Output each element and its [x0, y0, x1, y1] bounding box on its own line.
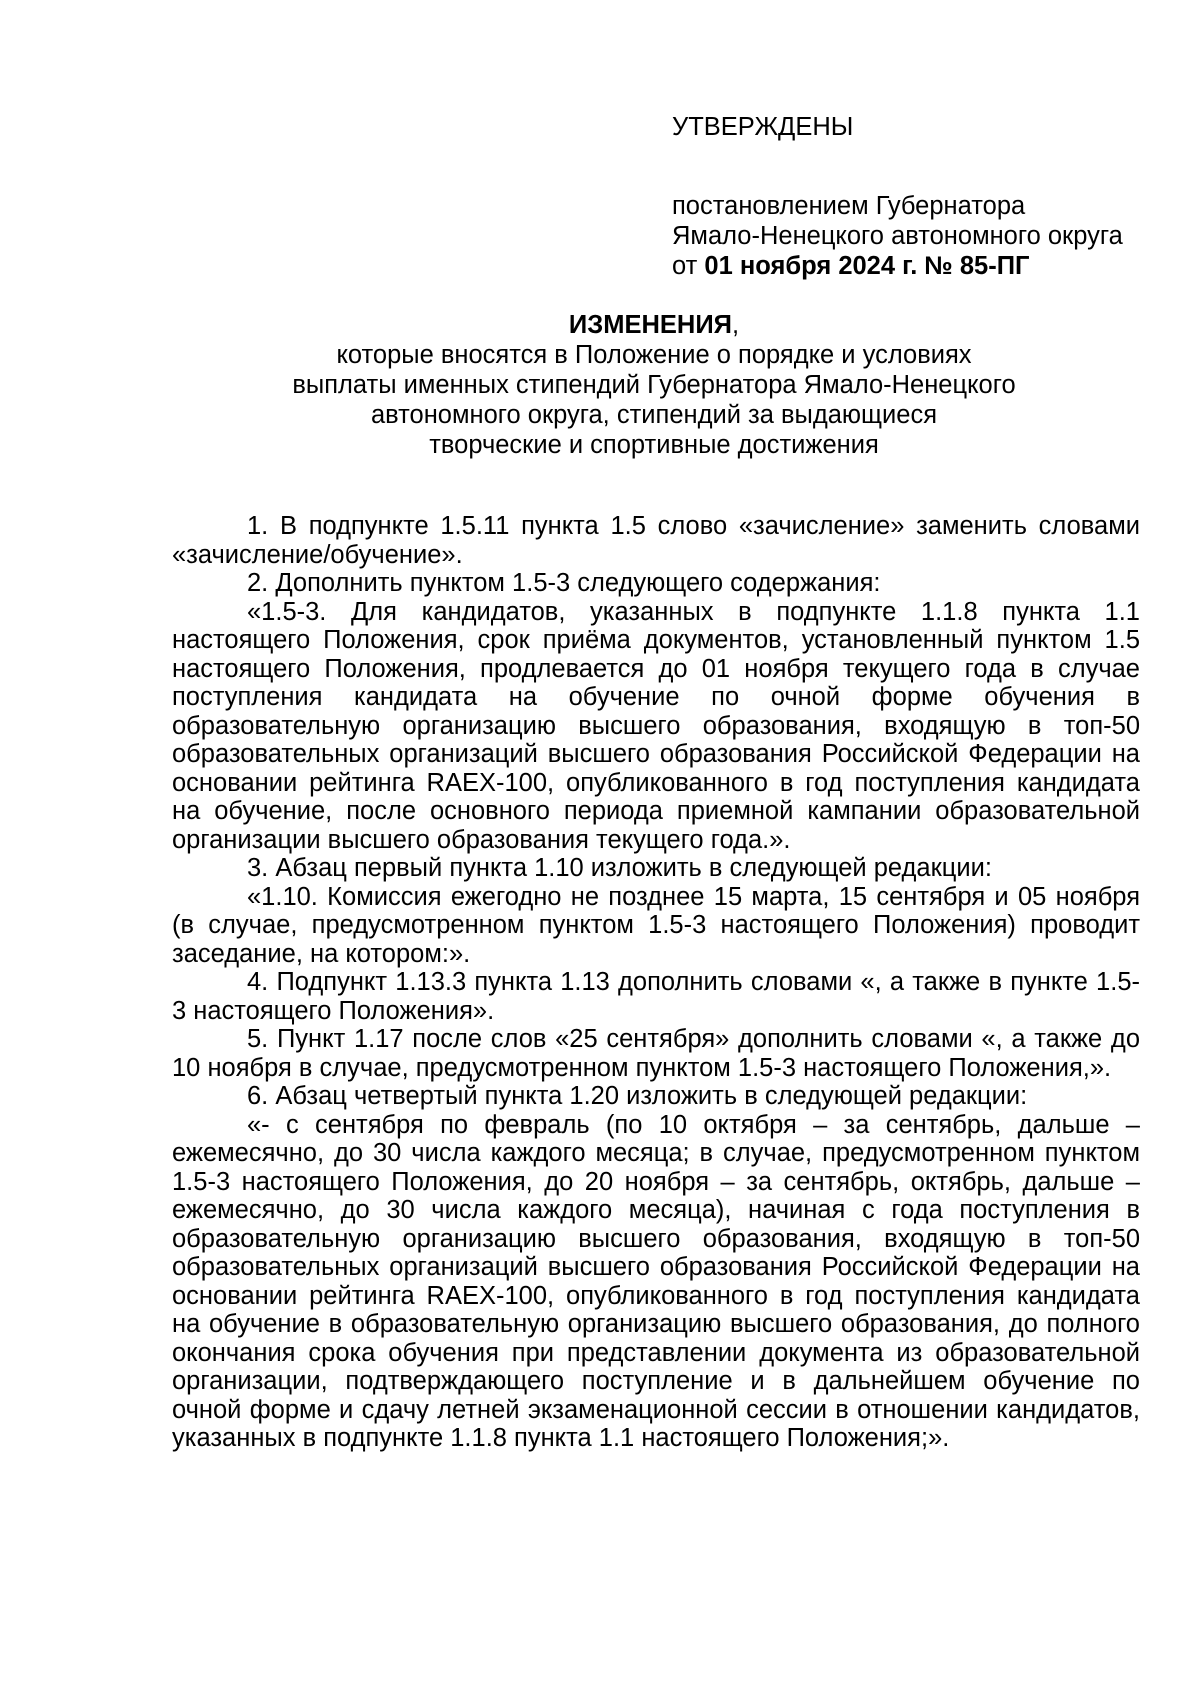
heading-title-line [170, 310, 1138, 340]
paragraph-1: 1. В подпункте 1.5.11 пункта 1.5 слово «зачисление» заменить словами «зачисление/обучение». [172, 512, 1140, 569]
approval-date-number: 01 ноября 2024 г. № 85-ПГ [704, 252, 1030, 280]
approval-block [672, 112, 1123, 281]
approval-title: УТВЕРЖДЕНЫ [672, 113, 854, 141]
paragraph-5: 5. Пункт 1.17 после слов «25 сентября» дополнить словами «, а также до 10 ноября в случае, предусмотренном пунктом 1.5-3 настоящего Положения,». [172, 1025, 1140, 1082]
approval-date-prefix: от [672, 252, 705, 280]
heading-title: ИЗМЕНЕНИЯ [568, 311, 732, 339]
paragraph-6-quote: «- с сентября по февраль (по 10 октября – за сентябрь, дальше – ежемесячно, до 30 числа каждого месяца; в случае, предусмотренном пунктом 1.5-3 настоящего Положения, до 20 ноября – за сентябрь, октябрь, дальше – ежемесячно, до 30 числа каждого месяца), начиная с года поступления в образовательную организацию высшего образования, входящую в топ-50 образовательных организаций высшего образования Российской Федерации на основании рейтинга RAEX-100, опубликованного в год поступления кандидата на обучение в образовательную организацию высшего образования, до полного окончания срока обучения при представлении документа из образовательной организации, подтверждающего поступление и в дальнейшем обучение по очной форме и сдачу летней экзаменационной сессии в отношении кандидатов, указанных в подпункте 1.1.8 пункта 1.1 настоящего Положения;». [172, 1110, 1140, 1452]
heading-line-4: творческие и спортивные достижения [429, 431, 879, 459]
document-heading [170, 310, 1138, 460]
document-body [172, 512, 1140, 1453]
heading-title-suffix: , [731, 311, 740, 339]
approval-line-2: Ямало-Ненецкого автономного округа [672, 222, 1123, 250]
paragraph-3-quote: «1.10. Комиссия ежегодно не позднее 15 марта, 15 сентября и 05 ноября (в случае, предусмотренном пунктом 1.5-3 настоящего Положения) проводит заседание, на котором:». [172, 882, 1140, 968]
heading-line-2: выплаты именных стипендий Губернатора Ямало-Ненецкого [292, 371, 1016, 399]
heading-line-3: автономного округа, стипендий за выдающиеся [370, 401, 938, 429]
paragraph-2: 2. Дополнить пунктом 1.5-3 следующего содержания: [247, 569, 881, 597]
paragraph-2-quote: «1.5-3. Для кандидатов, указанных в подпункте 1.1.8 пункта 1.1 настоящего Положения, срок приёма документов, установленный пунктом 1.5 настоящего Положения, продлевается до 01 ноября текущего года в случае поступления кандидата на обучение по очной форме обучения в образовательную организацию высшего образования, входящую в топ-50 образовательных организаций высшего образования Российской Федерации на основании рейтинга RAEX-100, опубликованного в год поступления кандидата на обучение, после основного периода приемной кампании образовательной организации высшего образования текущего года.». [172, 597, 1140, 854]
heading-line-1: которые вносятся в Положение о порядке и условиях [336, 341, 972, 369]
paragraph-3: 3. Абзац первый пункта 1.10 изложить в следующей редакции: [247, 854, 992, 882]
approval-date-line [672, 251, 1123, 281]
approval-line-1: постановлением Губернатора [672, 192, 1026, 220]
paragraph-4: 4. Подпункт 1.13.3 пункта 1.13 дополнить словами «, а также в пункте 1.5-3 настоящего Положения». [172, 968, 1140, 1025]
paragraph-6: 6. Абзац четвертый пункта 1.20 изложить в следующей редакции: [247, 1082, 1028, 1110]
